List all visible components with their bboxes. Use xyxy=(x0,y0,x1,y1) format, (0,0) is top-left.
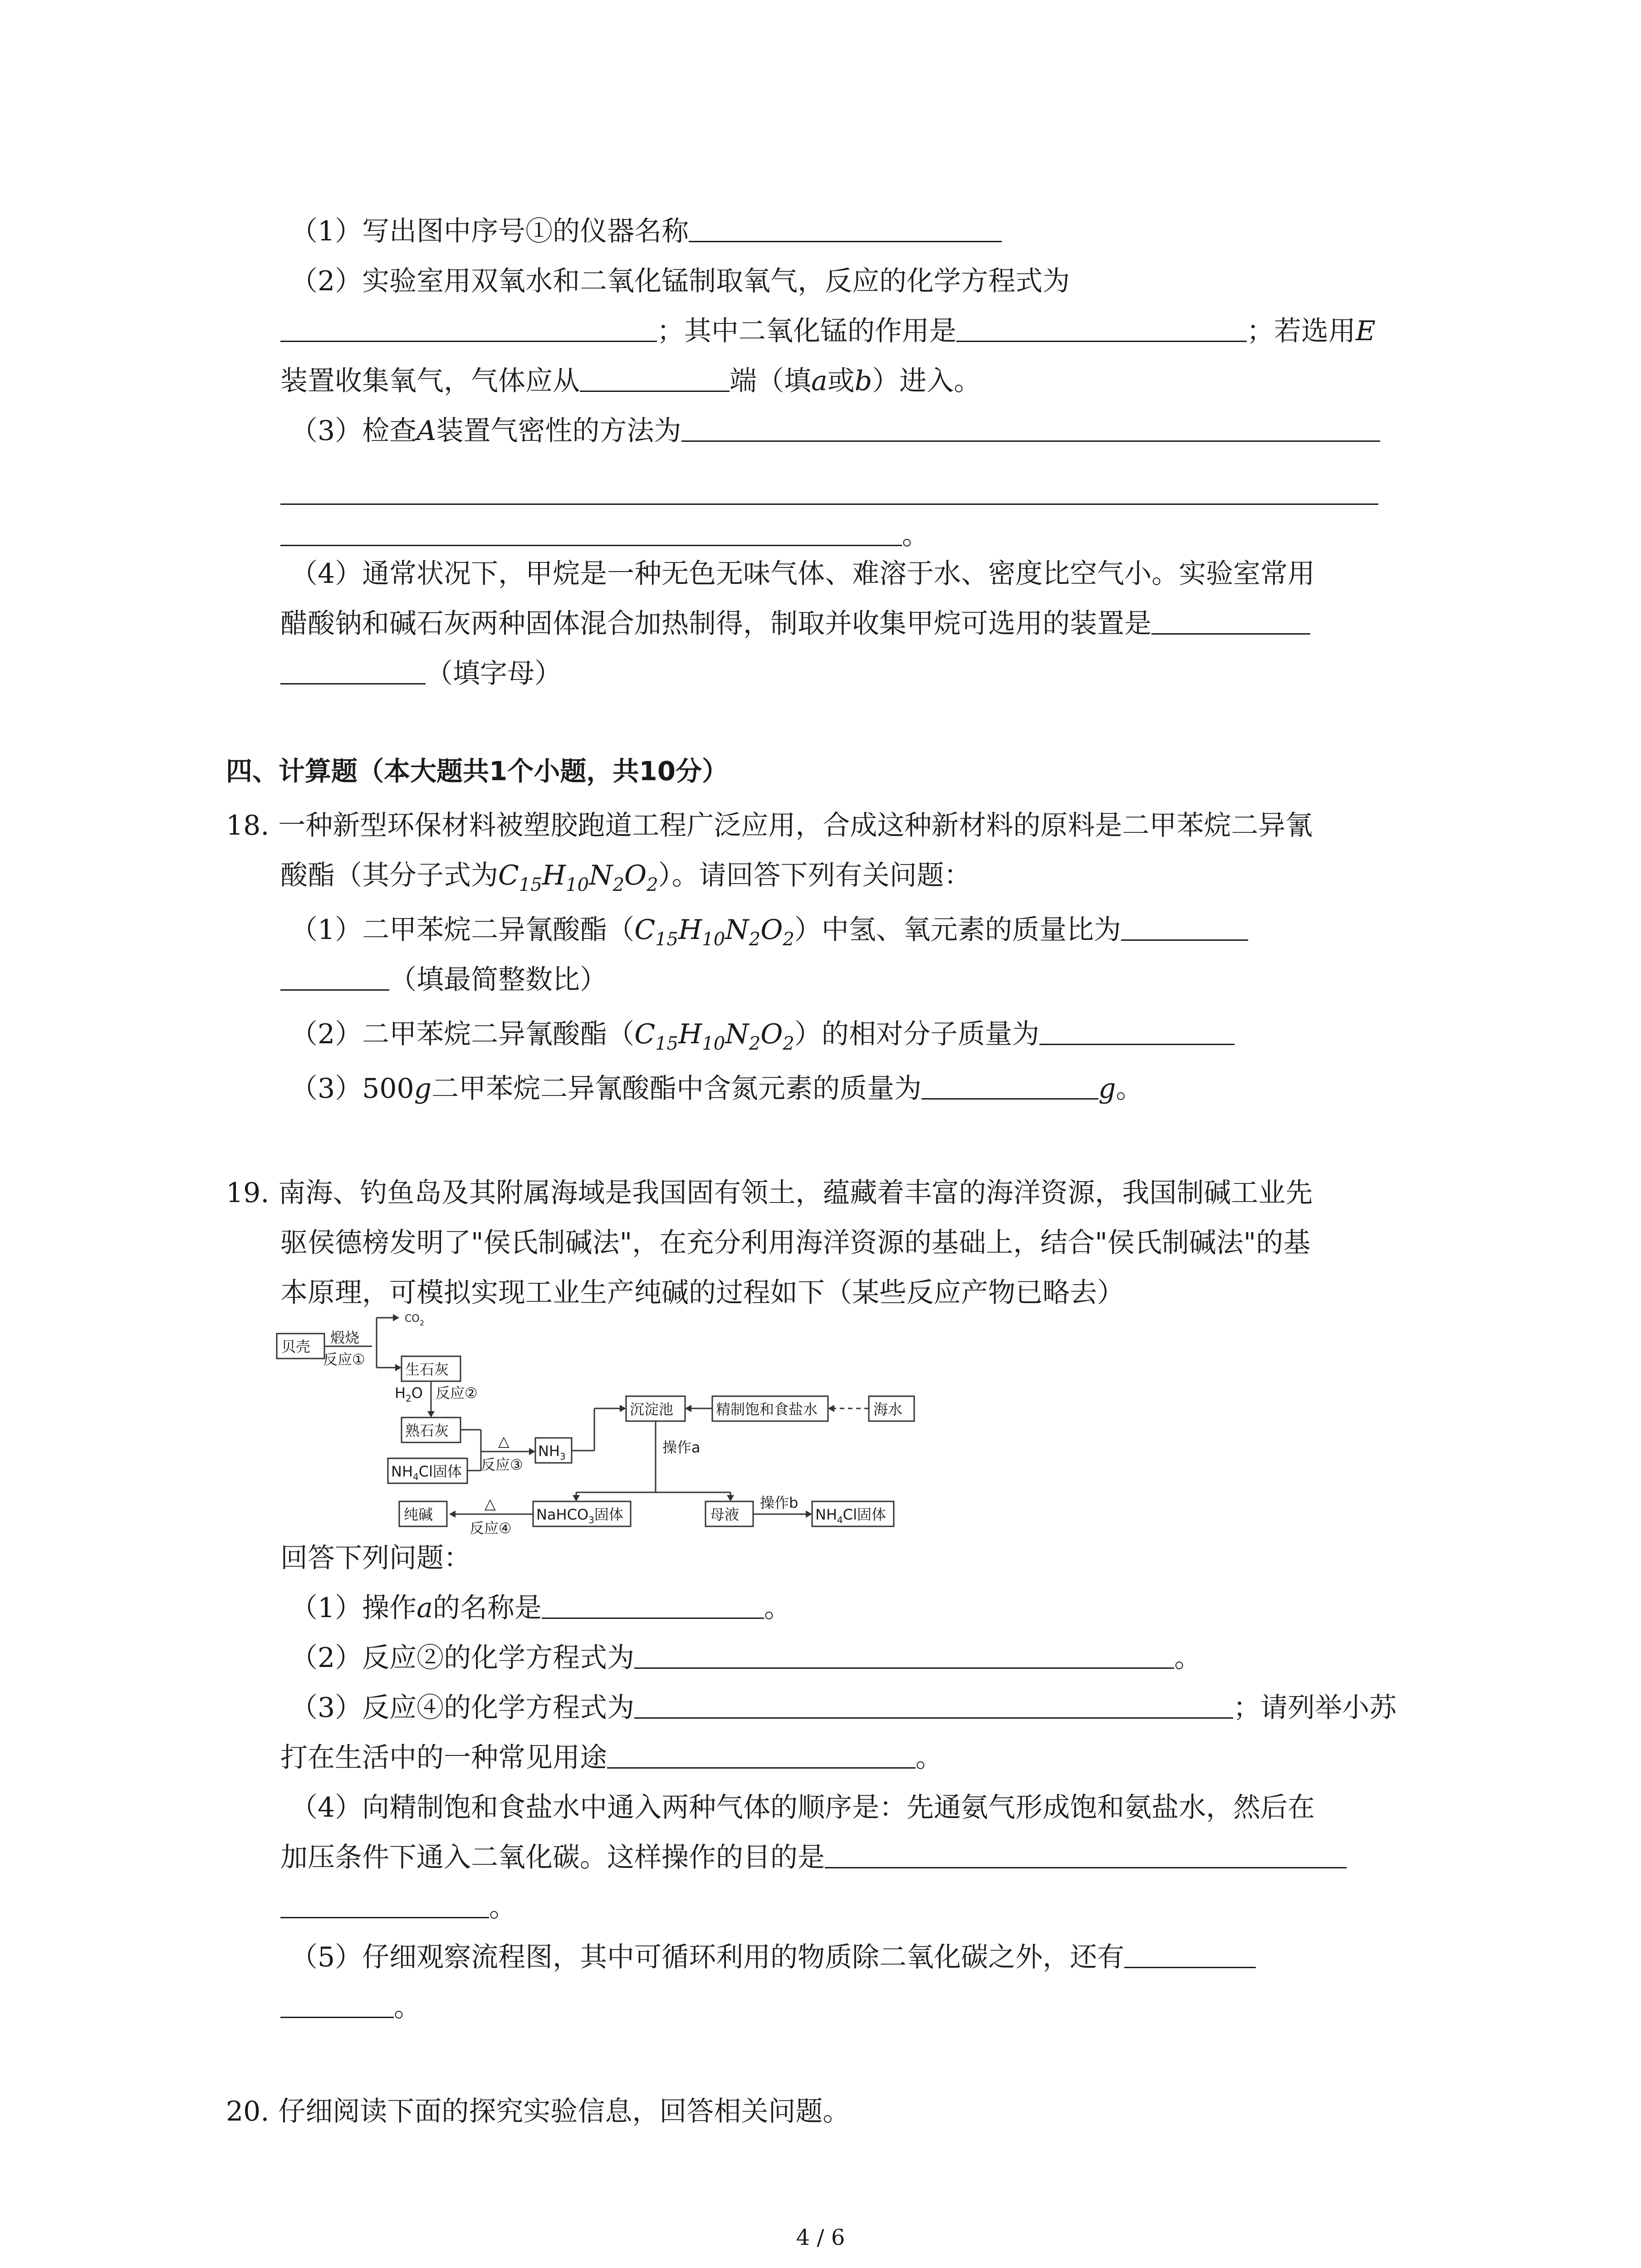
q18-stem-line2: 酸酯（其分子式为$C_{15}H_{10}N_2O_2$）。请回答下列有关问题： xyxy=(280,860,971,895)
label-chendianchi: 沉淀池 xyxy=(630,1401,674,1418)
q17-part1: （1）写出图中序号①的仪器名称 xyxy=(290,213,1002,249)
arrowhead xyxy=(529,1448,535,1455)
label-haishui: 海水 xyxy=(873,1401,903,1418)
label-beike: 贝壳 xyxy=(281,1338,311,1355)
q17-part4-line3: （填字母） xyxy=(280,655,562,692)
label-nh4cl-solid-2: $NH_4Cl$固体 xyxy=(815,1506,886,1525)
q18-part2: （2）二甲苯烷二异氰酸酯$(C_{15}H_{10}N_2O_2)$的相对分子质量为 xyxy=(290,1016,1234,1062)
section-heading: 四、计算题（本大题共1个小题，共10分） xyxy=(226,756,729,787)
q19-part5-line2: 。 xyxy=(280,1989,421,2025)
label-duanshao: 煅烧 xyxy=(330,1329,360,1346)
label-nh4cl-solid: $NH_4Cl$固体 xyxy=(391,1463,462,1482)
q18-part1-line2: （填最简整数比） xyxy=(280,962,607,998)
answer-blank[interactable] xyxy=(280,1890,489,1918)
arrowhead xyxy=(573,1495,580,1501)
question-number: 20. xyxy=(226,2096,269,2127)
label-h2o: $H_2O$ xyxy=(395,1384,423,1404)
formula: $C_{15}H_{10}N_2O_2$ xyxy=(634,1018,794,1054)
question-number: 18. xyxy=(226,810,269,841)
q20-stem: 20. 仔细阅读下面的探究实验信息，回答相关问题。 xyxy=(226,2096,850,2127)
label-jingzhi: 精制饱和食盐水 xyxy=(716,1401,818,1418)
answer-blank[interactable] xyxy=(634,1690,1233,1719)
q19-part4-line3: 。 xyxy=(280,1889,516,1926)
q19-part3-line2: 打在生活中的一种常见用途 。 xyxy=(280,1740,943,1776)
label-nh3: $NH_3$ xyxy=(538,1442,566,1462)
q19-part1: （1）操作a的名称是 。 xyxy=(290,1590,791,1626)
q19-stem-line3: 本原理，可模拟实现工业生产纯碱的过程如下（某些反应产物已略去） xyxy=(280,1277,1124,1309)
arrowhead xyxy=(393,1314,399,1321)
arrowhead xyxy=(685,1405,691,1412)
q18-stem-line1: 18. 一种新型环保材料被塑胶跑道工程广泛应用，合成这种新材料的原料是二甲苯烷二异氰 xyxy=(226,810,1313,841)
label-chunjian: 纯碱 xyxy=(404,1506,433,1523)
label-r4: 反应④ xyxy=(470,1520,512,1537)
answer-blank[interactable] xyxy=(280,1989,394,2018)
q17-part3-end: 。 xyxy=(280,517,929,553)
arrowhead xyxy=(828,1405,834,1412)
arrowhead xyxy=(449,1510,456,1518)
q17-part4-line2: 醋酸钠和碱石灰两种固体混合加热制得，制取并收集甲烷可选用的装置是 xyxy=(280,606,1310,642)
label-r1: 反应① xyxy=(323,1351,365,1368)
answer-blank[interactable] xyxy=(634,1640,1174,1669)
q17-part2-line2: ；其中二氧化锰的作用是 ；若选用E xyxy=(280,313,1376,349)
arrowhead xyxy=(395,1364,402,1371)
label-shushihui: 熟石灰 xyxy=(405,1422,449,1439)
q17-part2: （2）实验室用双氧水和二氧化锰制取氧气，反应的化学方程式为 xyxy=(290,265,1070,297)
q19-stem-line1: 19. 南海、钓鱼岛及其附属海域是我国固有领土，蕴藏着丰富的海洋资源，我国制碱工业先 xyxy=(226,1177,1313,1209)
label-delta: △ xyxy=(485,1495,496,1512)
arrowhead xyxy=(806,1510,812,1518)
question-number: 19. xyxy=(226,1177,269,1209)
label-nahco3: NaHCO$_3$固体 xyxy=(536,1506,623,1525)
arrowhead xyxy=(427,1411,435,1418)
q17-part4-line1: （4）通常状况下，甲烷是一种无色无味气体、难溶于水、密度比空气小。实验室常用 xyxy=(290,558,1315,590)
q19-part5: （5）仔细观察流程图，其中可循环利用的物质除二氧化碳之外，还有 xyxy=(290,1939,1256,1975)
formula: $C_{15}H_{10}N_2O_2$ xyxy=(634,914,794,950)
label-delta: △ xyxy=(498,1432,509,1450)
answer-blank[interactable] xyxy=(1124,1940,1256,1968)
q19-part3: （3）反应④的化学方程式为 ；请列举小苏 xyxy=(290,1690,1396,1726)
q17-part2-line3: 装置收集氧气，气体应从 端（填a或b）进入。 xyxy=(280,363,981,399)
label-caozuo-a: 操作a xyxy=(662,1439,700,1456)
answer-blank[interactable] xyxy=(825,1840,1347,1868)
q19-part4-line2: 加压条件下通入二氧化碳。这样操作的目的是 xyxy=(280,1839,1347,1876)
q19-part4-line1: （4）向精制饱和食盐水中通入两种气体的顺序是：先通氨气形成饱和氨盐水，然后在 xyxy=(290,1792,1315,1823)
answer-blank[interactable] xyxy=(607,1740,916,1769)
arrowhead xyxy=(620,1405,626,1412)
label-co2: $CO_2$ xyxy=(405,1313,424,1327)
q18-part1: （1）二甲苯烷二异氰酸酯$(C_{15}H_{10}N_2O_2)$中氢、氧元素的质量比为 xyxy=(290,912,1248,958)
q19-stem-line2: 驱侯德榜发明了"侯氏制碱法"，在充分利用海洋资源的基础上，结合"侯氏制碱法"的基 xyxy=(280,1227,1311,1259)
q17-part3: （3）检查A装置气密性的方法为 xyxy=(290,413,1380,449)
label-shengshihui: 生石灰 xyxy=(405,1361,449,1378)
q19-intro: 回答下列问题： xyxy=(280,1542,471,1574)
arrowhead xyxy=(727,1495,734,1501)
q19-part2: （2）反应②的化学方程式为 。 xyxy=(290,1640,1201,1676)
page-number: 4 / 6 xyxy=(796,2225,845,2250)
answer-blank[interactable] xyxy=(542,1590,764,1619)
label-caozuo-b: 操作b xyxy=(760,1494,798,1511)
label-muye: 母液 xyxy=(710,1506,740,1523)
q18-part3: （3）500g二甲苯烷二异氰酸酯中含氮元素的质量为 g。 xyxy=(290,1070,1143,1107)
formula: $C_{15}H_{10}N_2O_2$ xyxy=(498,860,658,895)
label-r3: 反应③ xyxy=(481,1456,523,1473)
label-r2: 反应② xyxy=(436,1384,478,1402)
